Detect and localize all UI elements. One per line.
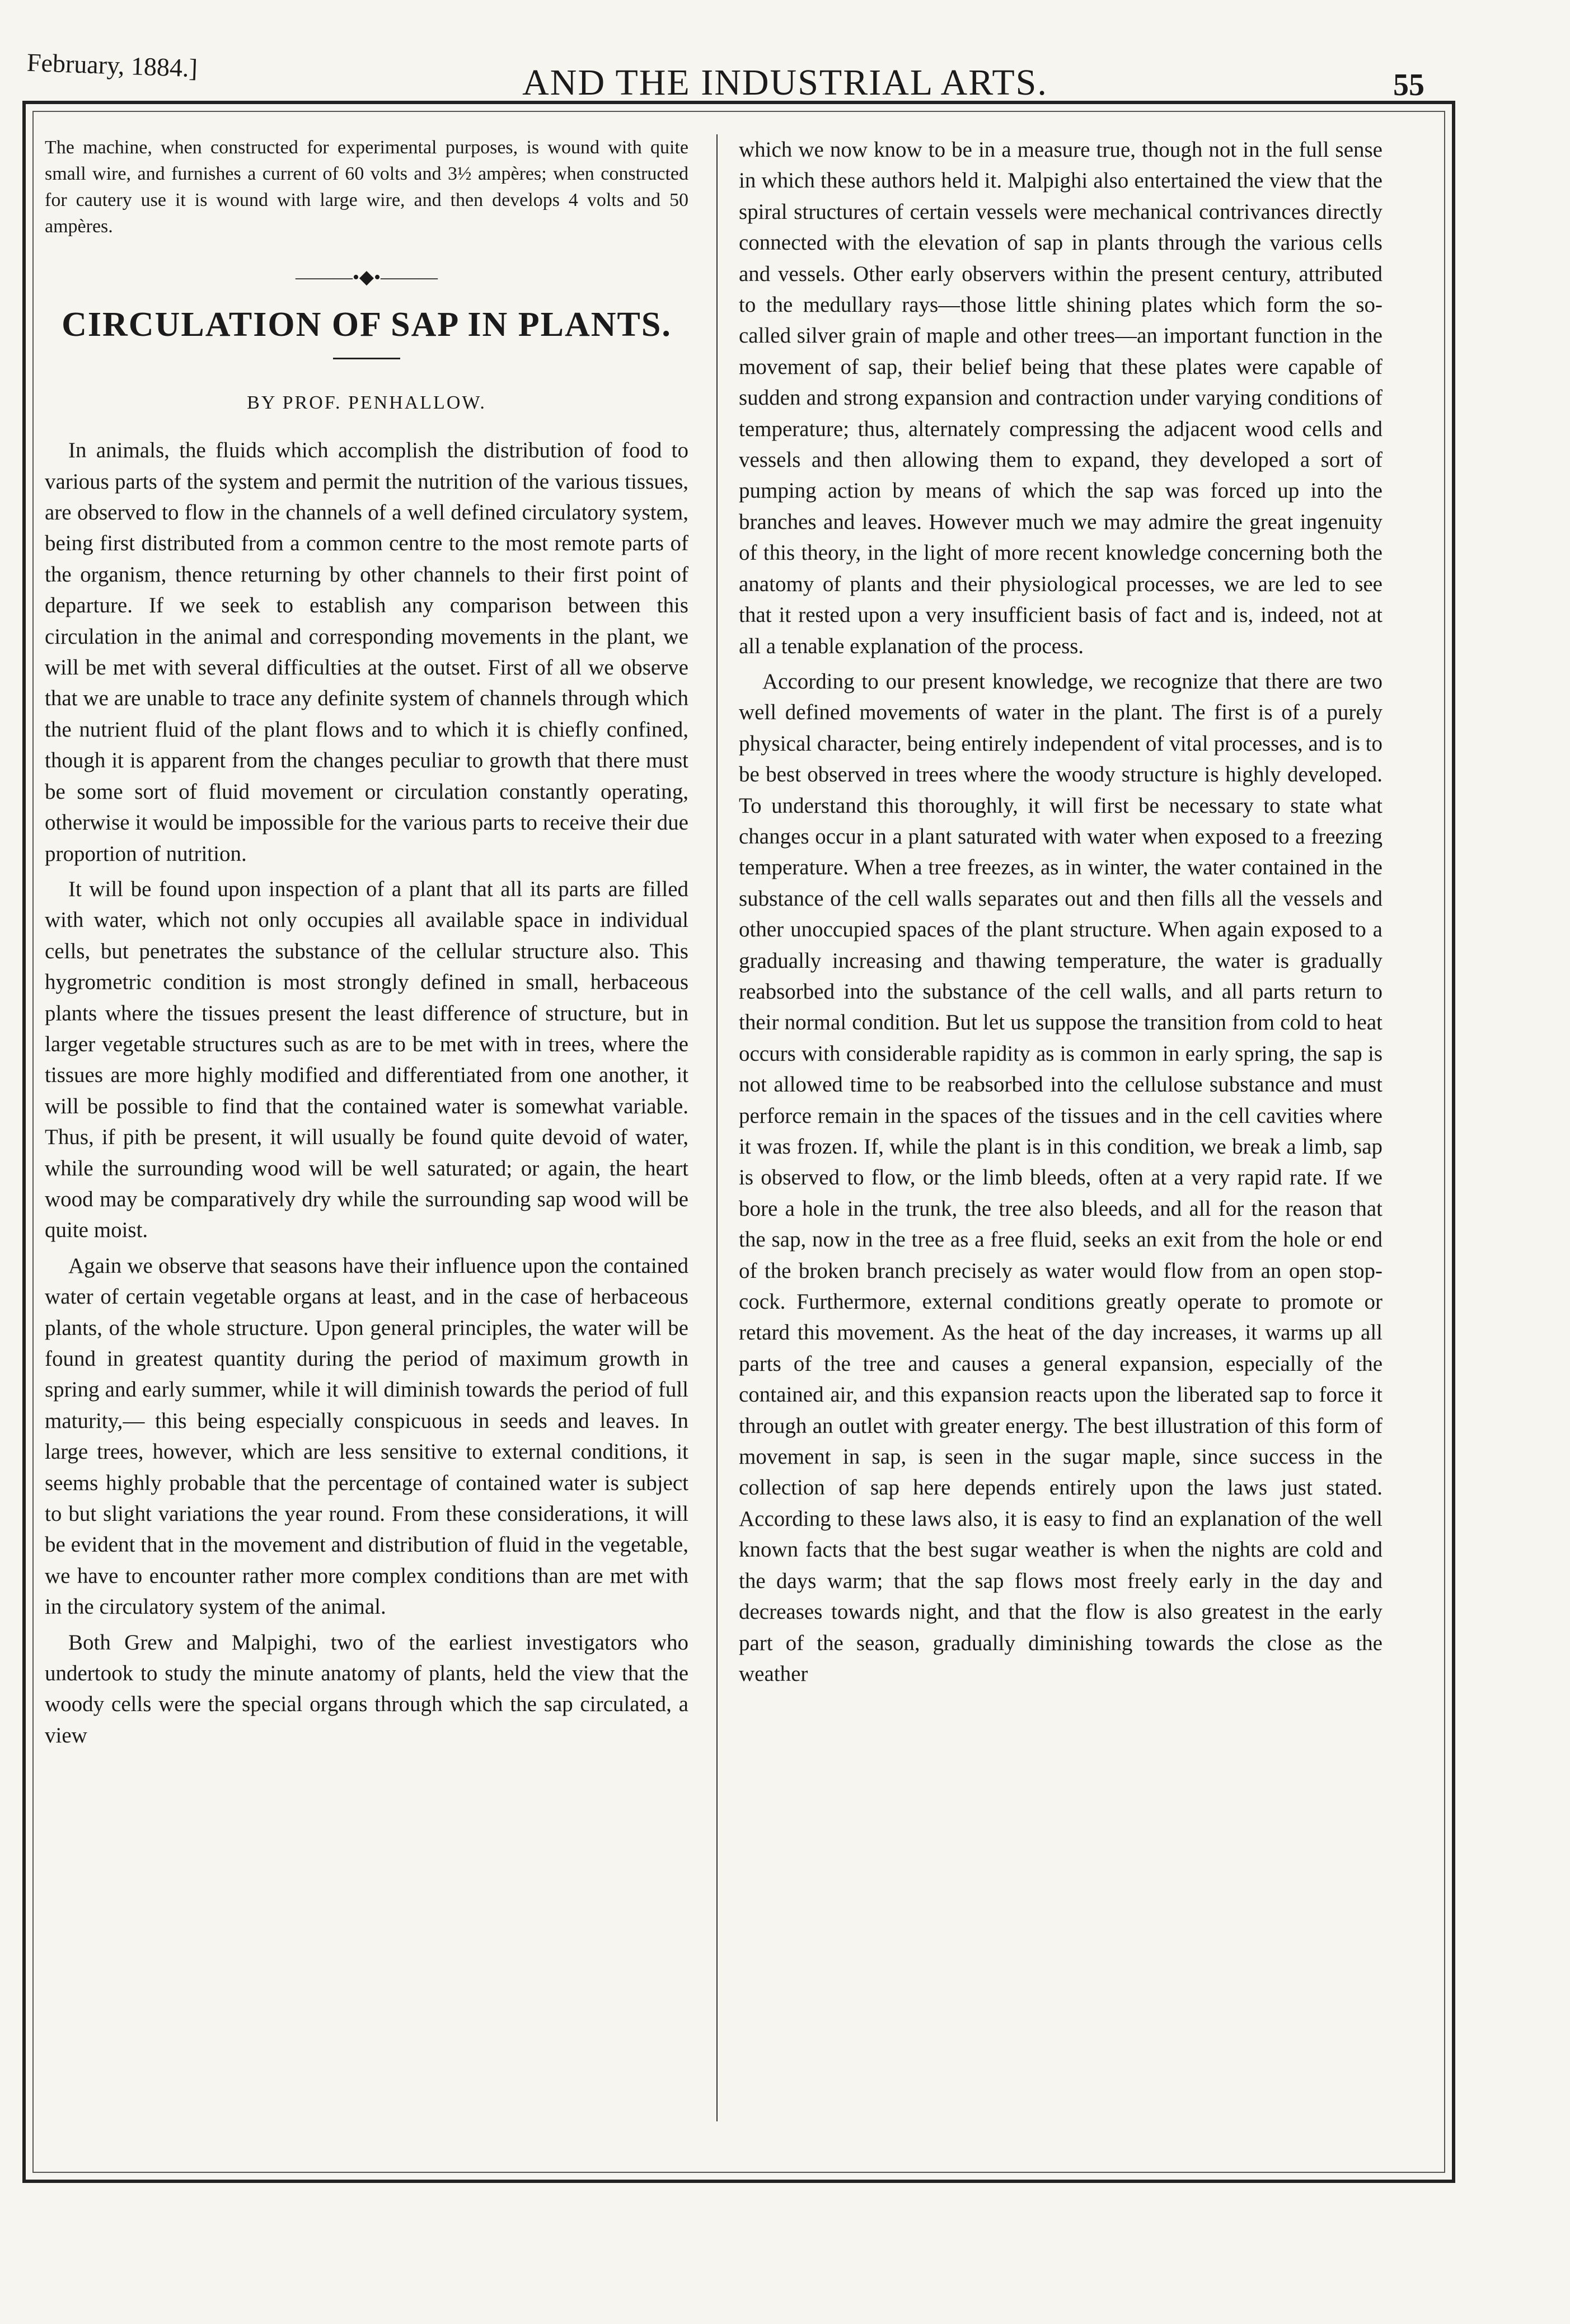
paragraph: It will be found upon inspection of a plant that all its parts are filled with water, which not only occupies all available space in individual cells, but penetrates the substance of the cellular structure also. This hygrometric condition is most strongly defined in small, herbaceous plants where the tissues present the least difference of structure, but in larger vegetable structures such as are to be met with in trees, where the tissues are more highly modified and differentiated from one another, it will be possible to find that the contained water is somewhat variable. Thus, if pith be present, it will usually be found quite devoid of water, while the surrounding wood will be well saturated; or again, the heart wood may be comparatively dry while the surrounding sap wood will be quite moist. <box>45 877 688 1243</box>
intro-paragraph: The machine, when constructed for experimental purposes, is wound with quite small wire, and furnishes a current of 60 volts and 3½ ampères; when constructed for cautery use it is wound with large wire, and then develops 4 volts and 50 ampères. <box>45 137 688 237</box>
paragraph: Again we observe that seasons have their influence upon the contained water of certain vegetable organs at least, and in the case of herbaceous plants, of the whole structure. Upon general principles, the water will be found in greatest quantity during the period of maximum growth in spring and early summer, while it will diminish towards the period of full maturity,— this being especially conspicuous in seeds and leaves. In large trees, however, which are less sensitive to external conditions, it seems highly probable that the percentage of contained water is subject to but slight variations the year round. From these considerations, it will be evident that in the movement and distribution of fluid in the vegetable, we have to encounter rather more complex conditions than are met with in the circulatory system of the animal. <box>45 1253 688 1619</box>
page-header <box>0 39 1570 101</box>
paragraph: which we now know to be in a measure true, though not in the full sense in which these authors held it. Malpighi also entertained the view that the spiral structures of certain vessels were mechanical contrivances directly connected with the elevation of sap in plants through the various cells and vessels. Other early observers within the present century, attributed to the medullary rays—those little shining plates which form the so-called silver grain of maple and other trees—an important function in the movement of sap, their belief being that these plates were capable of sudden and strong expansion and contraction under varying conditions of temperature; thus, alternately compressing the adjacent wood cells and vessels and then allowing them to expand, they developed a sort of pumping action by means of which the sap was forced up into the branches and leaves. However much we may admire the great ingenuity of this theory, in the light of more recent knowledge concerning both the anatomy of plants and their physiological processes, we are led to see that it rested upon a very insufficient basis of fact and is, indeed, not at all a tenable explanation of the process. <box>739 138 1382 658</box>
right-column <box>739 134 1382 1694</box>
paragraph: Both Grew and Malpighi, two of the earliest investigators who undertook to study the minute anatomy of plants, held the view that the woody cells were the special organs through which the sap circulated, a view <box>45 1630 688 1747</box>
paragraph: In animals, the fluids which accomplish the distribution of food to various parts of the system and permit the nutrition of the various tissues, are observed to flow in the channels of a well defined circulatory system, being first distributed from a common centre to the most remote parts of the organism, thence returning by other channels to their first point of departure. If we seek to establish any comparison between this circulation in the animal and corresponding movements in the plant, we will be met with several difficulties at the outset. First of all we observe that we are unable to trace any definite system of channels through which the nutrient fluid of the plant flows and to which it is chiefly confined, though it is apparent from the changes peculiar to growth that there must be some sort of fluid movement or circulation constantly operating, otherwise it would be impossible for the various parts to receive their due proportion of nutrition. <box>45 438 688 866</box>
running-title: AND THE INDUSTRIAL ARTS. <box>522 62 1048 103</box>
paragraph: According to our present knowledge, we recognize that there are two well defined movements of water in the plant. The first is of a purely physical character, being entirely independent of vital processes, and is to be best observed in trees where the woody structure is highly developed. To understand this thoroughly, it will first be necessary to state what changes occur in a plant saturated with water when exposed to a freezing temperature. When a tree freezes, as in winter, the water contained in the substance of the cell walls separates out and then fills all the vessels and other unoccupied spaces of the plant structure. When again exposed to a gradually increasing and thawing temperature, the water is gradually reabsorbed into the substance of the cell walls, and all parts return to their normal condition. But let us suppose the transition from cold to heat occurs with considerable rapidity as is common in early spring, the sap is not allowed time to be reabsorbed into the cellulose substance and must perforce remain in the spaces of the tissues and in the cell cavities where it was frozen. If, while the plant is in this condition, we break a limb, sap is observed to flow, or the limb bleeds, often at a very rapid rate. If we bore a hole in the trunk, the tree also bleeds, and all for the reason that the sap, now in the tree as a free fluid, seeks an exit from the hole or end of the broken branch precisely as water would flow from an open stop-cock. Furthermore, external conditions greatly operate to promote or retard this movement. As the heat of the day increases, it warms up all parts of the tree and causes a general expansion, especially of the contained air, and this expansion reacts upon the liberated sap to force it through an outlet with greater energy. The best illustration of this form of movement in sap, is seen in the sugar maple, since success in the collection of sap here depends entirely upon the laws just stated. According to these laws also, it is easy to find an explanation of the well known facts that the best sugar weather is when the nights are cold and the days warm; that the sap flows most freely early in the day and decreases towards night, and that the flow is also greatest in the early part of the season, gradually diminishing towards the close as the weather <box>739 669 1382 1686</box>
issue-date: February, 1884.] <box>26 48 198 83</box>
byline: BY PROF. PENHALLOW. <box>247 392 486 413</box>
left-column <box>45 134 688 1755</box>
article-title: CIRCULATION OF SAP IN PLANTS. <box>62 306 672 344</box>
title-rule <box>333 358 400 359</box>
page-number: 55 <box>1393 68 1424 102</box>
ornament-divider: ———•◆•——— <box>296 267 438 288</box>
column-divider <box>716 134 718 2121</box>
